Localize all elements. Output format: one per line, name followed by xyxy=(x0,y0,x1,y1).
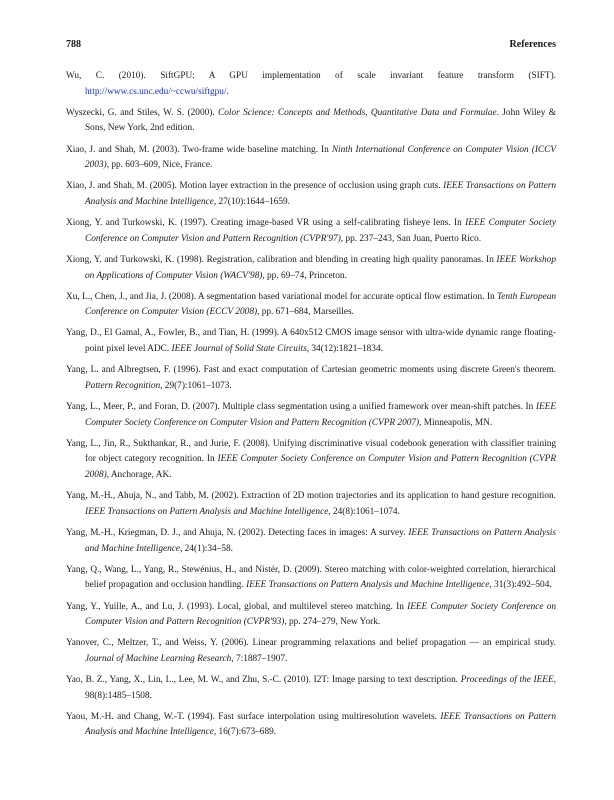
reference-entry xyxy=(66,143,556,174)
reference-text: Yaou, M.-H. and Chang, W.-T. (1994). Fast surface interpolation using multiresolution wavelets. xyxy=(66,711,441,722)
reference-entry xyxy=(66,673,556,704)
reference-venue: Proceedings of the IEEE xyxy=(460,675,554,686)
reference-venue: IEEE Transactions on Pattern Analysis and Machine Intelligence xyxy=(85,181,556,207)
reference-text: , 24(1):34–58. xyxy=(180,543,233,554)
reference-list xyxy=(66,69,556,747)
reference-text: , 16(7):673–689. xyxy=(213,727,277,738)
reference-entry xyxy=(66,216,556,247)
reference-entry xyxy=(66,326,556,357)
reference-entry xyxy=(66,437,556,484)
reference-text: Xiao, J. and Shah, M. (2005). Motion layer extraction in the presence of occlusion using graph cuts. xyxy=(66,181,444,192)
reference-text: , Minneapolis, MN. xyxy=(419,417,493,428)
reference-entry xyxy=(66,253,556,284)
section-title: References xyxy=(509,39,556,50)
reference-text: Wu, C. (2010). SiftGPU: A GPU implementation of scale invariant feature transform (SIFT). xyxy=(66,71,556,81)
reference-text: , 29(7):1061–1073. xyxy=(160,380,232,391)
reference-link[interactable]: http://www.cs.unc.edu/~ccwu/siftgpu/ xyxy=(85,86,227,97)
reference-text: Yang, M.-H., Ahuja, N., and Tabb, M. (2002). Extraction of 2D motion trajectories and its application to hand gesture recognition. xyxy=(66,491,556,502)
reference-text: Xiong, Y. and Turkowski, K. (1998). Registration, calibration and blending in creating high quality panoramas. In xyxy=(66,254,497,265)
reference-entry xyxy=(66,69,556,100)
reference-text: Yang, M.-H., Kriegman, D. J., and Ahuja, N. (2002). Detecting faces in images: A survey. xyxy=(66,527,409,538)
reference-venue: IEEE Journal of Solid State Circuits xyxy=(171,344,307,355)
reference-venue: Ninth International Conference on Computer Vision (ICCV 2003) xyxy=(85,144,556,171)
reference-entry xyxy=(66,400,556,431)
reference-venue: Tenth European Conference on Computer Vision (ECCV 2008) xyxy=(85,291,557,318)
reference-text: Yang, L., Jin, R., Sukthankar, R., and Jurie, F. (2008). Unifying discriminative visual codebook generation with classifier training for object category recognition. In xyxy=(66,438,556,465)
reference-text: , 27(10):1644–1659. xyxy=(213,196,291,207)
reference-venue: Pattern Recognition xyxy=(85,380,161,391)
reference-venue: IEEE Computer Society Conference on Computer Vision and Pattern Recognition (CVPR 2008) xyxy=(85,454,556,480)
reference-venue: Journal of Machine Learning Research xyxy=(85,653,232,664)
reference-venue: IEEE Computer Society Conference on Computer Vision and Pattern Recognition (CVPR'93) xyxy=(85,601,557,628)
reference-text: , pp. 274–279, New York. xyxy=(284,617,381,628)
reference-entry xyxy=(66,526,556,557)
reference-venue: IEEE Transactions on Pattern Analysis and Machine Intelligence xyxy=(85,506,329,517)
reference-entry xyxy=(66,363,556,394)
reference-entry xyxy=(66,636,556,667)
reference-venue: IEEE Transactions on Pattern Analysis and Machine Intelligence xyxy=(85,527,557,554)
reference-text: . xyxy=(226,86,229,97)
reference-text: Yao, B. Z., Yang, X., Lin, L., Lee, M. W., and Zhu, S.-C. (2010). I2T: Image parsing to text description. xyxy=(66,675,461,686)
reference-text: , 98(8):1485–1508. xyxy=(85,675,556,701)
reference-entry xyxy=(66,600,556,631)
reference-text: , Anchorage, AK. xyxy=(106,470,172,480)
reference-text: , 34(12):1821–1834. xyxy=(306,344,383,355)
reference-entry xyxy=(66,489,556,520)
reference-entry xyxy=(66,106,556,137)
page-number: 788 xyxy=(66,39,81,50)
reference-text: Yang, L., Meer, P., and Foran, D. (2007). Multiple class segmentation using a unified framework over mean-shift patches. In xyxy=(66,402,536,413)
reference-venue: IEEE Workshop on Applications of Computer Vision (WACV'98) xyxy=(85,254,556,281)
reference-text: , pp. 69–74, Princeton. xyxy=(262,270,347,281)
reference-text: Yang, Q., Wang, L., Yang, R., Stewénius, H., and Nistér, D. (2009). Stereo matching with color-weighted correlation, hierarchical belief propagation and occlusion handling. xyxy=(66,564,556,591)
reference-text: . John Wiley & Sons, New York, 2nd edition. xyxy=(85,107,556,134)
reference-text: Yanover, C., Meltzer, T., and Weiss, Y. (2006). Linear programming relaxations and belief propagation — an empirical study. xyxy=(66,638,556,649)
reference-entry xyxy=(66,710,556,741)
reference-text: Xiao, J. and Shah, M. (2003). Two-frame wide baseline matching. In xyxy=(66,144,332,155)
reference-text: , pp. 603–609, Nice, France. xyxy=(106,160,213,171)
reference-text: Yang, D., El Gamal, A., Fowler, B., and Tian, H. (1999). A 640x512 CMOS image sensor with ultra-wide dynamic range floating-point pixel level ADC. xyxy=(66,328,556,355)
reference-venue: IEEE Transactions on Pattern Analysis and Machine Intelligence xyxy=(246,580,490,591)
reference-text: Yang, L. and Albregtsen, F. (1996). Fast and exact computation of Cartesian geometric moments using discrete Green's theorem. xyxy=(66,365,556,376)
reference-text: , 7:1887–1907. xyxy=(231,653,288,664)
reference-text: , pp. 237–243, San Juan, Puerto Rico. xyxy=(340,233,482,244)
reference-venue: IEEE Transactions on Pattern Analysis and Machine Intelligence xyxy=(85,711,556,738)
reference-venue: Color Science: Concepts and Methods, Quantitative Data and Formulae xyxy=(218,107,497,118)
reference-text: Yang, Y., Yuille, A., and Lu, J. (1993). Local, global, and multilevel stereo matching. In xyxy=(66,601,408,612)
reference-entry xyxy=(66,290,556,321)
reference-text: , pp. 671–684, Marseilles. xyxy=(257,307,354,318)
reference-text: , 31(3):492–504. xyxy=(489,580,552,591)
reference-text: Xiong, Y. and Turkowski, K. (1997). Creating image-based VR using a self-calibrating fisheye lens. In xyxy=(66,218,466,229)
reference-venue: IEEE Computer Society Conference on Computer Vision and Pattern Recognition (CVPR 2007) xyxy=(85,402,556,428)
reference-text: Xu, L., Chen, J., and Jia, J. (2008). A segmentation based variational model for accurate optical flow estimation. In xyxy=(66,291,497,302)
reference-entry xyxy=(66,179,556,210)
reference-entry xyxy=(66,563,556,594)
reference-text: Wyszecki, G. and Stiles, W. S. (2000). xyxy=(66,107,219,118)
page-header xyxy=(66,39,556,53)
reference-text: , 24(8):1061–1074. xyxy=(328,506,400,517)
reference-venue: IEEE Computer Society Conference on Computer Vision and Pattern Recognition (CVPR'97) xyxy=(85,218,556,244)
